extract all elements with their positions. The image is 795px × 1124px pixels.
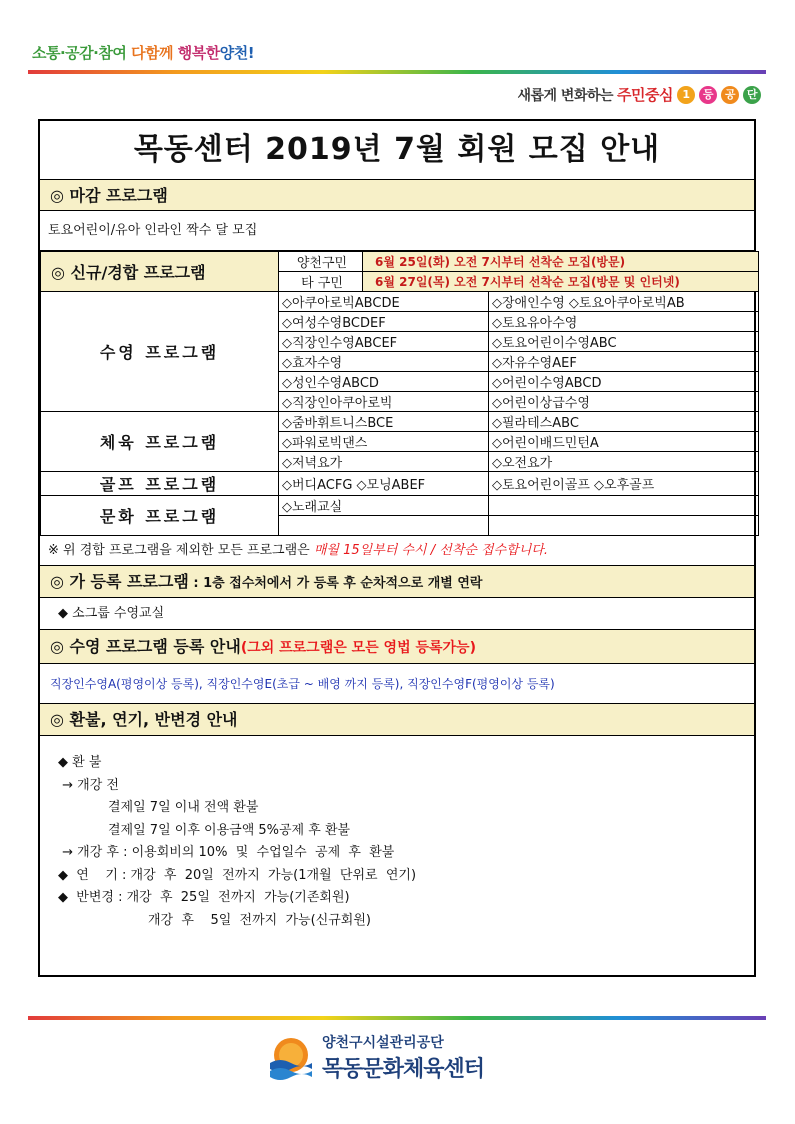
sub-slogan-c3: 단	[743, 86, 761, 104]
sub-slogan-text: 새롭게 변화하는	[517, 87, 614, 104]
sub-slogan-num: 1	[677, 86, 695, 104]
refund-content	[40, 736, 754, 932]
program-cell: ◇성인수영ABCD	[279, 372, 489, 392]
program-cell: ◇노래교실	[279, 496, 489, 516]
sub-slogan	[517, 84, 761, 105]
program-cell	[489, 516, 759, 536]
refund-line: ◆ 환 불	[58, 755, 102, 770]
closed-content: 토요어린이/유아 인라인 짝수 달 모집	[40, 211, 754, 251]
refund-line: → 개강 전	[58, 777, 119, 793]
refund-line: ◆ 반변경 : 개강 후 25일 전까지 가능(기존회원)	[58, 890, 350, 905]
program-cell: ◇효자수영	[279, 352, 489, 372]
recruit-when-2: 6월 27일(목) 오전 7시부터 선착순 모집(방문 및 인터넷)	[363, 272, 759, 292]
program-cell: ◇여성수영BCDEF	[279, 312, 489, 332]
prereg-heading	[40, 566, 754, 598]
refund-heading: ◎ 환불, 연기, 반변경 안내	[40, 704, 754, 736]
sports-program-label: 체육 프로그램	[41, 412, 279, 472]
page-title: 목동센터 2019년 7월 회원 모집 안내	[40, 121, 754, 180]
program-cell: ◇토요유아수영	[489, 312, 759, 332]
program-cell: ◇파워로빅댄스	[279, 432, 489, 452]
program-cell	[489, 496, 759, 516]
sun-logo-icon	[268, 1035, 314, 1081]
program-cell: ◇자유수영AEF	[489, 352, 759, 372]
refund-line: ◆ 연 기 : 개강 후 20일 전까지 가능(1개월 단위로 연기)	[58, 867, 417, 883]
slogan	[32, 42, 254, 63]
recruit-when-1: 6월 25일(화) 오전 7시부터 선착순 모집(방문)	[363, 252, 759, 272]
notice-prefix: ※ 위 경합 프로그램을 제외한 모든 프로그램은	[48, 543, 314, 558]
program-cell: ◇오전요가	[489, 452, 759, 472]
slogan-part1: 소통·공감·참여	[32, 44, 127, 62]
program-cell: ◇줌바휘트니스BCE	[279, 412, 489, 432]
sub-slogan-c2: 공	[721, 86, 739, 104]
program-cell: ◇어린이배드민턴A	[489, 432, 759, 452]
program-cell: ◇어린이상급수영	[489, 392, 759, 412]
swim-content: 직장인수영A(평영이상 등록), 직장인수영E(초급 ~ 배영 까지 등록), 직장인수영F(평영이상 등록)	[40, 664, 754, 704]
prereg-heading-title: ◎ 가 등록 프로그램	[50, 572, 189, 591]
program-cell: ◇직장인아쿠아로빅	[279, 392, 489, 412]
program-cell: ◇토요어린이골프 ◇오후골프	[489, 472, 759, 496]
program-cell: ◇어린이수영ABCD	[489, 372, 759, 392]
golf-program-label: 골프 프로그램	[41, 472, 279, 496]
notice-highlight: 매월 15일부터 수시 / 선착순 접수합니다.	[313, 543, 548, 558]
footer-logo	[268, 1032, 484, 1083]
notice-line	[40, 536, 754, 566]
top-rainbow-divider	[28, 70, 766, 74]
program-cell: ◇직장인수영ABCEF	[279, 332, 489, 352]
sub-slogan-highlight: 주민중심	[617, 86, 673, 104]
swim-heading	[40, 630, 754, 664]
recruit-who-2: 타 구민	[279, 272, 363, 292]
slogan-part2: 다함께	[131, 44, 174, 62]
program-cell: ◇아쿠아로빅ABCDE	[279, 292, 489, 312]
refund-line: 개강 후 5일 전까지 가능(신규회원)	[148, 912, 371, 928]
program-cell: ◇장애인수영 ◇토요아쿠아로빅AB	[489, 292, 759, 312]
slogan-part4: 양천!	[219, 44, 255, 62]
swim-program-label: 수영 프로그램	[41, 292, 279, 412]
sub-slogan-c1: 등	[699, 86, 717, 104]
swim-heading-note: (그외 프로그램은 모든 영법 등록가능)	[240, 640, 476, 656]
swim-heading-title: ◎ 수영 프로그램 등록 안내	[50, 637, 241, 656]
slogan-part3: 행복한	[177, 44, 220, 62]
program-cell: ◇필라테스ABC	[489, 412, 759, 432]
new-heading: ◎ 신규/경합 프로그램	[41, 252, 279, 292]
closed-heading: ◎ 마감 프로그램	[40, 180, 754, 211]
footer-center: 목동문화체육센터	[322, 1057, 485, 1082]
refund-line: 결제일 7일 이후 이용금액 5%공제 후 환불	[108, 822, 351, 838]
prereg-content: ◆ 소그룹 수영교실	[40, 598, 754, 630]
new-program-table	[40, 251, 759, 536]
notice-box	[38, 119, 756, 977]
program-cell: ◇버디ACFG ◇모닝ABEF	[279, 472, 489, 496]
culture-program-label: 문화 프로그램	[41, 496, 279, 536]
refund-line: 결제일 7일 이내 전액 환불	[108, 800, 259, 815]
program-cell: ◇토요어린이수영ABC	[489, 332, 759, 352]
footer-org: 양천구시설관리공단	[322, 1035, 444, 1051]
refund-line: → 개강 후 : 이용회비의 10% 및 수업일수 공제 후 환불	[58, 845, 395, 860]
prereg-heading-note: : 1층 접수처에서 가 등록 후 순차적으로 개별 연락	[188, 576, 483, 591]
program-cell	[279, 516, 489, 536]
bottom-rainbow-divider	[28, 1016, 766, 1020]
recruit-who-1: 양천구민	[279, 252, 363, 272]
program-cell: ◇저녁요가	[279, 452, 489, 472]
